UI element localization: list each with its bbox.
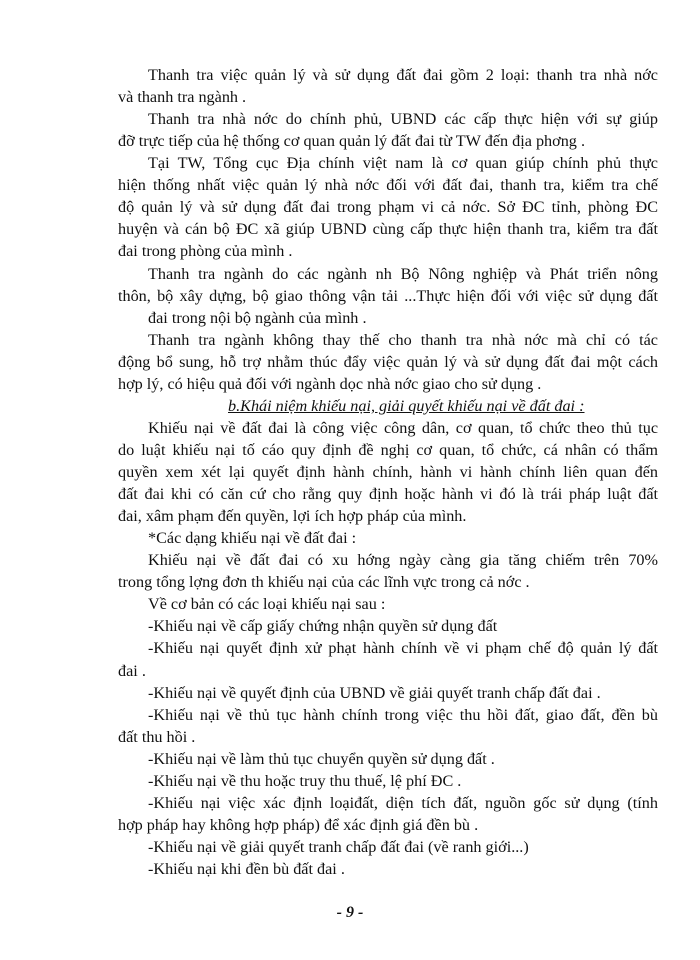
list-item: -Khiếu nại về quyết định của UBND về giải quyết tranh chấp đất đai . xyxy=(148,683,601,702)
text-line: Tại TW, Tổng cục Địa chính việt nam là cơ quan giúp chính phủ thực xyxy=(148,154,658,173)
list-item: -Khiếu nại việc xác định loạiđất, diện tích đất, nguồn gốc sử dụng (tính xyxy=(148,793,658,812)
text-line: đỡ trực tiếp của hệ thống cơ quan quản lý đất đai từ TW đến địa phơng . xyxy=(118,132,585,151)
list-item: -Khiếu nại về làm thủ tục chuyển quyền sử dụng đất . xyxy=(148,749,495,768)
text-line: thôn, bộ xây dựng, bộ giao thông vận tải ...Thực hiện đối với việc sử dụng đất xyxy=(118,286,658,305)
text-line: hợp pháp hay không hợp pháp) để xác định giá đền bù . xyxy=(118,815,479,834)
text-line: Thanh tra ngành không thay thế cho thanh tra nhà nớc mà chỉ có tác xyxy=(148,330,658,349)
list-item: -Khiếu nại khi đền bù đất đai . xyxy=(148,860,345,878)
section-heading: b.Khái niệm khiếu nại, giải quyết khiếu nại về đất đai : xyxy=(228,396,585,415)
text-line: đai . xyxy=(118,661,146,680)
text-line: hợp lý, có hiệu quả đối với ngành dọc nhà nớc giao cho sử dụng . xyxy=(118,374,542,393)
text-line: quyền xem xét lại quyết định hành chính, hành vi hành chính liên quan đến xyxy=(118,463,658,481)
text-line: và thanh tra ngành . xyxy=(118,88,247,107)
text-line: *Các dạng khiếu nại về đất đai : xyxy=(148,529,357,548)
page-number: - 9 - xyxy=(336,904,364,921)
text-line: do luật khiếu nại tố cáo quy định đề nghị cơ quan, tổ chức, cá nhân có thẩm xyxy=(118,440,658,459)
text-line: Thanh tra ngành do các ngành nh Bộ Nông nghiệp và Phát triển nông xyxy=(148,264,658,283)
text-line: Khiếu nại về đất đai có xu hớng ngày càng gia tăng chiếm trên 70% xyxy=(148,551,658,570)
list-item: -Khiếu nại về thu hoặc truy thu thuế, lệ phí ĐC . xyxy=(148,771,462,790)
list-item: -Khiếu nại về thủ tục hành chính trong việc thu hồi đất, giao đất, đền bù xyxy=(148,705,658,724)
text-line: đai, xâm phạm đến quyền, lợi ích hợp pháp của mình. xyxy=(118,507,467,526)
text-line: đất đai khi có căn cứ cho rằng quy định hoặc hành vi đó là trái pháp luật đất xyxy=(118,485,658,504)
list-item: -Khiếu nại về giải quyết tranh chấp đất đai (về ranh giới...) xyxy=(148,837,529,856)
text-line: độ quản lý và sử dụng đất đai trong phạm vi cả nớc. Sở ĐC tỉnh, phòng ĐC xyxy=(118,198,658,217)
text-line: đai trong nội bộ ngành của mình . xyxy=(148,308,367,327)
text-line: Khiếu nại về đất đai là công việc công dân, cơ quan, tổ chức theo thủ tục xyxy=(148,418,658,437)
text-line: Thanh tra việc quản lý và sử dụng đất đai gồm 2 loại: thanh tra nhà nớc xyxy=(148,66,658,84)
text-line: Về cơ bản có các loại khiếu nại sau : xyxy=(148,595,386,614)
text-line: đai trong phòng của mình . xyxy=(118,242,293,261)
text-line: Thanh tra nhà nớc do chính phủ, UBND các cấp thực hiện với sự giúp xyxy=(148,110,658,129)
list-item: -Khiếu nại về cấp giấy chứng nhận quyền sử dụng đất xyxy=(148,617,498,636)
text-line: đất thu hồi . xyxy=(118,727,196,746)
text-line: trong tổng lợng đơn th khiếu nại của các lĩnh vực trong cả nớc . xyxy=(118,573,530,592)
text-line: huyện và cán bộ ĐC xã giúp UBND cùng cấp thực hiện thanh tra, kiểm tra đất xyxy=(118,220,658,239)
list-item: -Khiếu nại quyết định xử phạt hành chính về vi phạm chế độ quản lý đất xyxy=(148,639,658,658)
text-line: động bổ sung, hỗ trợ nhằm thúc đẩy việc quản lý và sử dụng đất đai một cách xyxy=(118,352,658,371)
text-line: hiện thống nhất việc quản lý nhà nớc đối với đất đai, thanh tra, kiểm tra chế xyxy=(118,176,658,195)
